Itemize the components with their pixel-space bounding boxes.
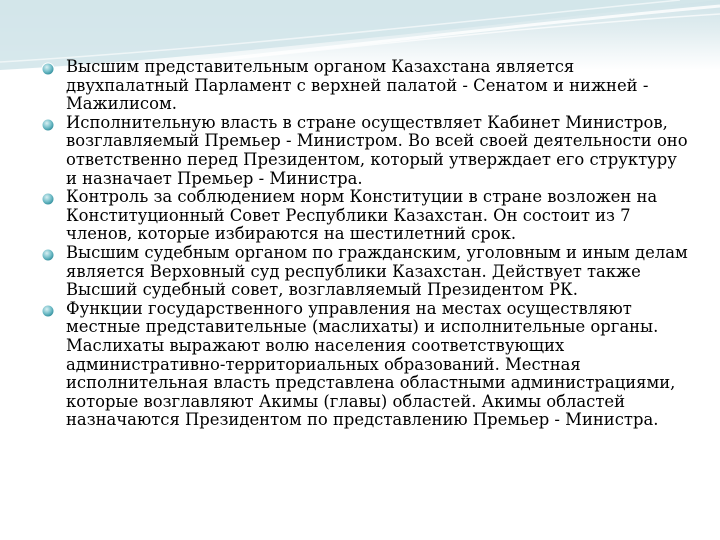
list-item-text: Высшим судебным органом по гражданским, уголовным и иным делам является Верховный суд республики Казахстан. Действует также Высший судебный совет, возглавляемый Президентом РК. bbox=[66, 242, 688, 300]
circle-bullet-icon bbox=[41, 248, 55, 262]
circle-bullet-icon bbox=[41, 304, 55, 318]
list-item bbox=[40, 58, 688, 114]
list-item-text: Функции государственного управления на местах осуществляют местные представительные (маслихаты) и исполнительные органы. Маслихаты выражают волю населения соответствующих административно-территориальных образований. Местная исполнительная власть представлена областными администрациями, которые возглавляют Акимы (главы) областей. Акимы областей назначаются Президентом по представлению Премьер - Министра. bbox=[66, 298, 676, 430]
circle-bullet-icon bbox=[41, 192, 55, 206]
list-item bbox=[40, 188, 688, 244]
list-item-text: Исполнительную власть в стране осуществляет Кабинет Министров, возглавляемый Премьер - Министром. Во всей своей деятельности оно ответственно перед Президентом, который утверждает его структуру и назначает Премьер - Министра. bbox=[66, 112, 688, 188]
list-item-text: Контроль за соблюдением норм Конституции в стране возложен на Конституционный Совет Республики Казахстан. Он состоит из 7 членов, которые избираются на шестилетний срок. bbox=[66, 187, 658, 244]
list-item bbox=[40, 244, 688, 300]
circle-bullet-icon bbox=[41, 62, 55, 76]
list-item-text: Высшим представительным органом Казахстана является двухпалатный Парламент с верхней палатой - Сенатом и нижней - Мажилисом. bbox=[66, 57, 649, 114]
circle-bullet-icon bbox=[41, 118, 55, 132]
list-item bbox=[40, 114, 688, 188]
list-item bbox=[40, 300, 688, 430]
bullet-list bbox=[40, 58, 688, 430]
